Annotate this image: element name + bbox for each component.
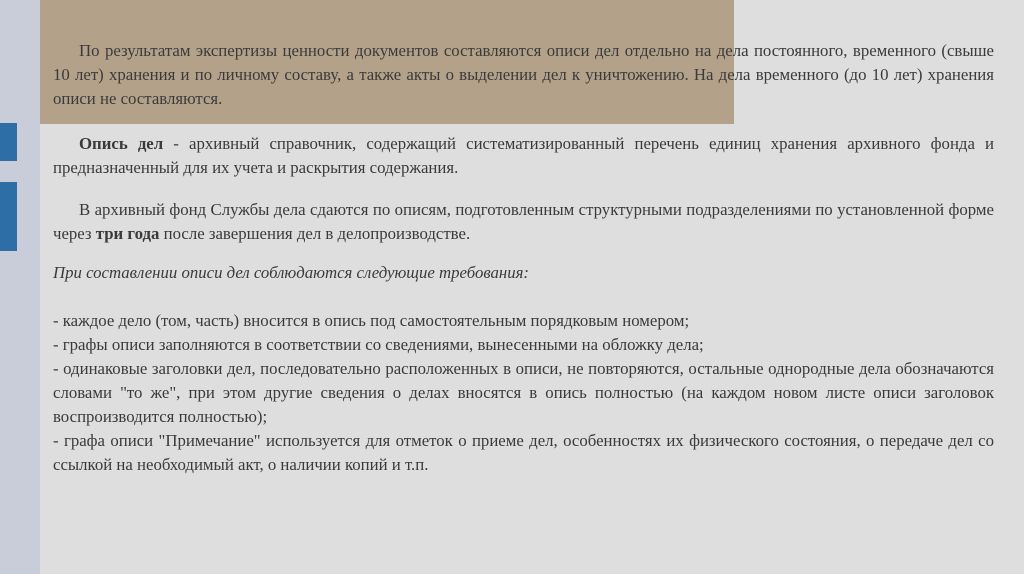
accent-bar-bottom (0, 182, 17, 251)
requirements-heading: При составлении описи дел соблюдаются следующие требования: (53, 263, 530, 282)
term-opis-del: Опись дел (79, 134, 164, 153)
list-item: - каждое дело (том, часть) вносится в опись под самостоятельным порядковым номером; (53, 311, 690, 330)
paragraph-intro: По результатам экспертизы ценности документов составляются описи дел отдельно на дела постоянного, временного (свыше 10 лет) хранения и по личному составу, а также акты о выделении дел к уничтожению. На дела временного (до 10 лет) хранения описи не составляются. (53, 41, 994, 108)
accent-bar-top (0, 123, 17, 161)
term-three-years: три года (95, 224, 160, 243)
left-side-stripe (0, 0, 40, 574)
slide-text (53, 39, 994, 477)
list-item: - графы описи заполняются в соответствии со сведениями, вынесенными на обложку дела; (53, 335, 704, 354)
list-item: - графа описи "Примечание" используется для отметок о приеме дел, особенностях их физического состояния, о передаче дел со ссылкой на необходимый акт, о наличии копий и т.п. (53, 431, 994, 474)
paragraph-definition (53, 132, 994, 180)
list-item: - одинаковые заголовки дел, последовательно расположенных в описи, не повторяются, остальные однородные дела обозначаются словами "то же", при этом другие сведения о делах вносятся в опись полностью (на каждом новом листе описи заголовок воспроизводится полностью); (53, 359, 994, 426)
requirements-list (53, 309, 994, 477)
paragraph-transfer (53, 198, 994, 246)
transfer-text-start: В архивный фонд Службы дела сдаются по описям, подготовленным структурными подразделениями по установленной форме через (53, 200, 994, 243)
definition-text: - архивный справочник, содержащий систематизированный перечень единиц хранения архивного фонда и предназначенный для их учета и раскрытия содержания. (53, 134, 994, 177)
transfer-text-end: после завершения дел в делопроизводстве. (159, 224, 471, 243)
